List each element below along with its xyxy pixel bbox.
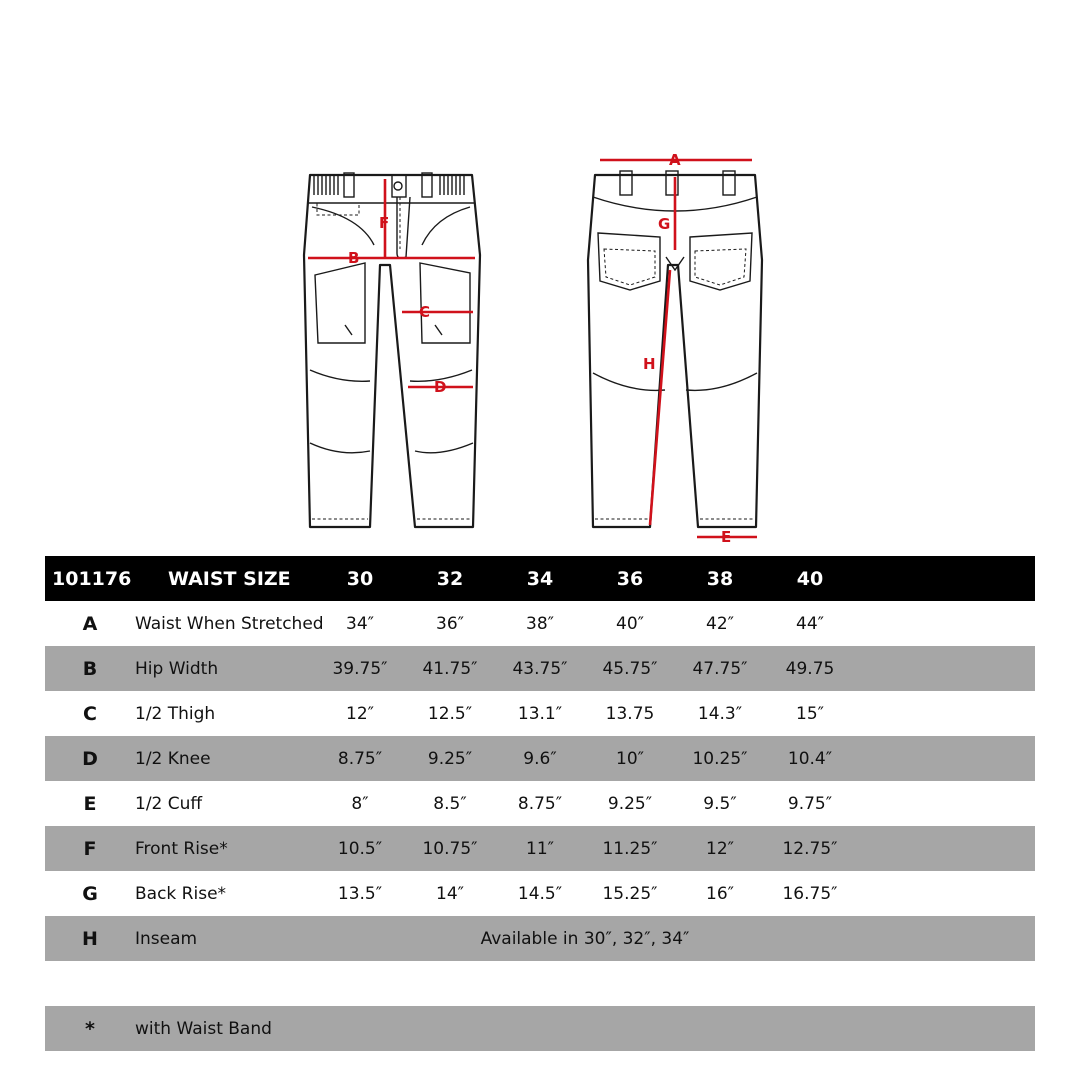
row-letter: C [83,702,97,725]
size-header: 32 [436,567,464,590]
row-label: Back Rise* [135,883,227,904]
row-letter: D [82,747,98,770]
table-cell: 10.5″ [337,838,383,859]
table-cell: 36″ [436,613,464,634]
table-cell: 9.6″ [523,748,557,769]
table-row [45,916,1035,961]
footnote-marker: * [85,1017,95,1040]
table-cell: 11.25″ [602,838,658,859]
table-cell: 12.75″ [782,838,838,859]
row-letter: A [82,612,98,635]
row-label: Front Rise* [135,838,228,859]
table-cell: 9.75″ [787,793,833,814]
marker-c: C [419,303,431,321]
row-label: 1/2 Cuff [135,793,203,814]
table-cell: 16.75″ [782,883,838,904]
table-row [45,691,1035,736]
table-cell: 45.75″ [602,658,658,679]
table-row [45,601,1035,646]
pants-technical-drawing [290,145,790,550]
table-cell: 42″ [706,613,734,634]
table-cell: 14″ [436,883,464,904]
pants-diagram [290,145,790,550]
table-row [45,781,1035,826]
size-header: 34 [526,567,554,590]
table-cell: 49.75 [785,658,835,679]
table-cell: 44″ [796,613,824,634]
table-cell: 12.5″ [427,703,473,724]
row-label: 1/2 Thigh [135,703,216,724]
table-cell: 12″ [706,838,734,859]
row-letter: G [82,882,98,905]
table-cell: 13.1″ [517,703,563,724]
table-cell: 9.5″ [703,793,737,814]
table-cell: 10.25″ [692,748,748,769]
size-header: 38 [706,567,734,590]
table-cell: 9.25″ [607,793,653,814]
size-header: 40 [796,567,824,590]
table-row [45,736,1035,781]
table-cell: 13.5″ [337,883,383,904]
row-letter: F [83,837,97,860]
row-letter: E [83,792,97,815]
marker-d: D [434,378,447,396]
table-cell: 40″ [616,613,644,634]
marker-b: B [348,249,360,267]
table-cell: 10.75″ [422,838,478,859]
footnote-label: with Waist Band [135,1018,272,1039]
table-cell: 47.75″ [692,658,748,679]
table-row [45,826,1035,871]
footnote-row [45,1006,1035,1051]
front-view [304,173,480,527]
waist-size-title: WAIST SIZE [168,567,291,590]
table-cell: 8.75″ [337,748,383,769]
product-code: 101176 [52,567,132,590]
row-label: Hip Width [135,658,219,679]
table-cell: 8″ [351,793,369,814]
marker-e: E [721,528,732,546]
table-cell: 9.25″ [427,748,473,769]
marker-g: G [658,215,671,233]
row-label: Waist When Stretched [135,613,324,634]
table-cell: 15″ [796,703,824,724]
table-cell: 14.3″ [697,703,743,724]
table-header-row [45,556,1035,601]
table-cell: 10″ [616,748,644,769]
table-row [45,871,1035,916]
table-cell: 38″ [526,613,554,634]
table-cell: 14.5″ [517,883,563,904]
row-label: Inseam [135,928,198,949]
marker-h: H [643,355,656,373]
row-letter: B [82,657,98,680]
row-label: 1/2 Knee [135,748,211,769]
table-cell: 39.75″ [332,658,388,679]
table-spacer [45,961,1035,1006]
table-cell: 15.25″ [602,883,658,904]
marker-a: A [669,151,681,169]
inseam-availability: Available in 30″, 32″, 34″ [480,928,690,949]
marker-f: F [379,214,390,232]
table-cell: 34″ [346,613,374,634]
table-cell: 10.4″ [787,748,833,769]
table-cell: 12″ [346,703,374,724]
row-letter: H [82,927,98,950]
size-chart-table [45,556,1035,1051]
table-row [45,646,1035,691]
size-header: 36 [616,567,644,590]
size-header: 30 [346,567,374,590]
table-cell: 8.75″ [517,793,563,814]
table-cell: 11″ [526,838,554,859]
table-cell: 8.5″ [433,793,467,814]
table-cell: 16″ [706,883,734,904]
table-cell: 13.75 [605,703,655,724]
table-cell: 41.75″ [422,658,478,679]
table-cell: 43.75″ [512,658,568,679]
